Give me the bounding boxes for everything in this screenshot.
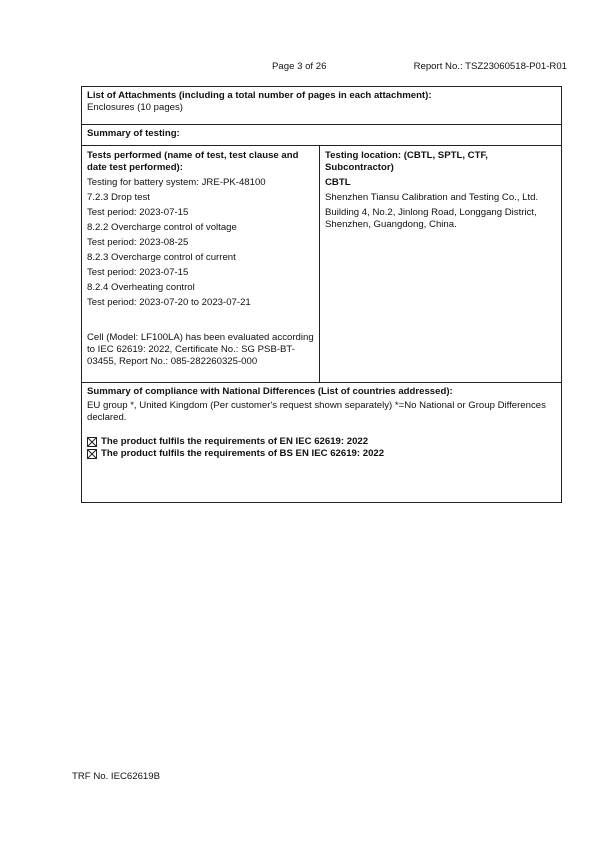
compliance-check-label: The product fulfils the requirements of BS EN IEC 62619: 2022 bbox=[101, 448, 385, 459]
location-type: CBTL bbox=[325, 177, 351, 188]
tests-performed-column bbox=[82, 146, 320, 382]
attachments-title: List of Attachments (including a total number of pages in each attachment): bbox=[87, 90, 432, 101]
testing-location-column bbox=[320, 146, 561, 382]
checked-box-icon bbox=[87, 449, 97, 459]
summary-section bbox=[81, 124, 562, 146]
location-address: Building 4, No.2, Jinlong Road, Longgang District, Shenzhen, Guangdong, China. bbox=[325, 207, 537, 230]
test-line: Test period: 2023-07-15 bbox=[87, 207, 189, 218]
attachments-text: Enclosures (10 pages) bbox=[87, 102, 183, 113]
test-line: 8.2.3 Overcharge control of current bbox=[87, 252, 236, 263]
compliance-check-label: The product fulfils the requirements of EN IEC 62619: 2022 bbox=[101, 436, 369, 447]
compliance-text: EU group *, United Kingdom (Per customer's request shown separately) *=No National or Group Differences declared. bbox=[87, 400, 546, 423]
compliance-check-bs bbox=[87, 448, 556, 460]
checked-box-icon bbox=[87, 437, 97, 447]
test-line: Test period: 2023-08-25 bbox=[87, 237, 189, 248]
compliance-title: Summary of compliance with National Differences (List of countries addressed): bbox=[87, 386, 453, 397]
attachments-section bbox=[81, 86, 562, 125]
test-line: Test period: 2023-07-20 to 2023-07-21 bbox=[87, 297, 251, 308]
test-line: Test period: 2023-07-15 bbox=[87, 267, 189, 278]
page-header bbox=[0, 61, 600, 75]
tests-section bbox=[81, 145, 562, 383]
compliance-check-en bbox=[87, 436, 556, 448]
test-line: 7.2.3 Drop test bbox=[87, 192, 150, 203]
tests-heading: Tests performed (name of test, test clause and date test performed): bbox=[87, 150, 299, 173]
page-number: Page 3 of 26 bbox=[272, 61, 327, 72]
trf-number: TRF No. IEC62619B bbox=[72, 771, 160, 782]
test-line: Testing for battery system: JRE-PK-48100 bbox=[87, 177, 266, 188]
compliance-section bbox=[81, 382, 562, 503]
cell-note: Cell (Model: LF100LA) has been evaluated according to IEC 62619: 2022, Certificate No.: SG PSB-BT-03455, Report No.: 085-282260325-000 bbox=[87, 332, 314, 367]
test-line: 8.2.2 Overcharge control of voltage bbox=[87, 222, 237, 233]
test-line: 8.2.4 Overheating control bbox=[87, 282, 195, 293]
summary-title: Summary of testing: bbox=[87, 128, 180, 139]
report-number: Report No.: TSZ23060518-P01-R01 bbox=[413, 61, 567, 72]
location-heading: Testing location: (CBTL, SPTL, CTF, Subcontractor) bbox=[325, 150, 488, 173]
location-name: Shenzhen Tiansu Calibration and Testing Co., Ltd. bbox=[325, 192, 539, 203]
